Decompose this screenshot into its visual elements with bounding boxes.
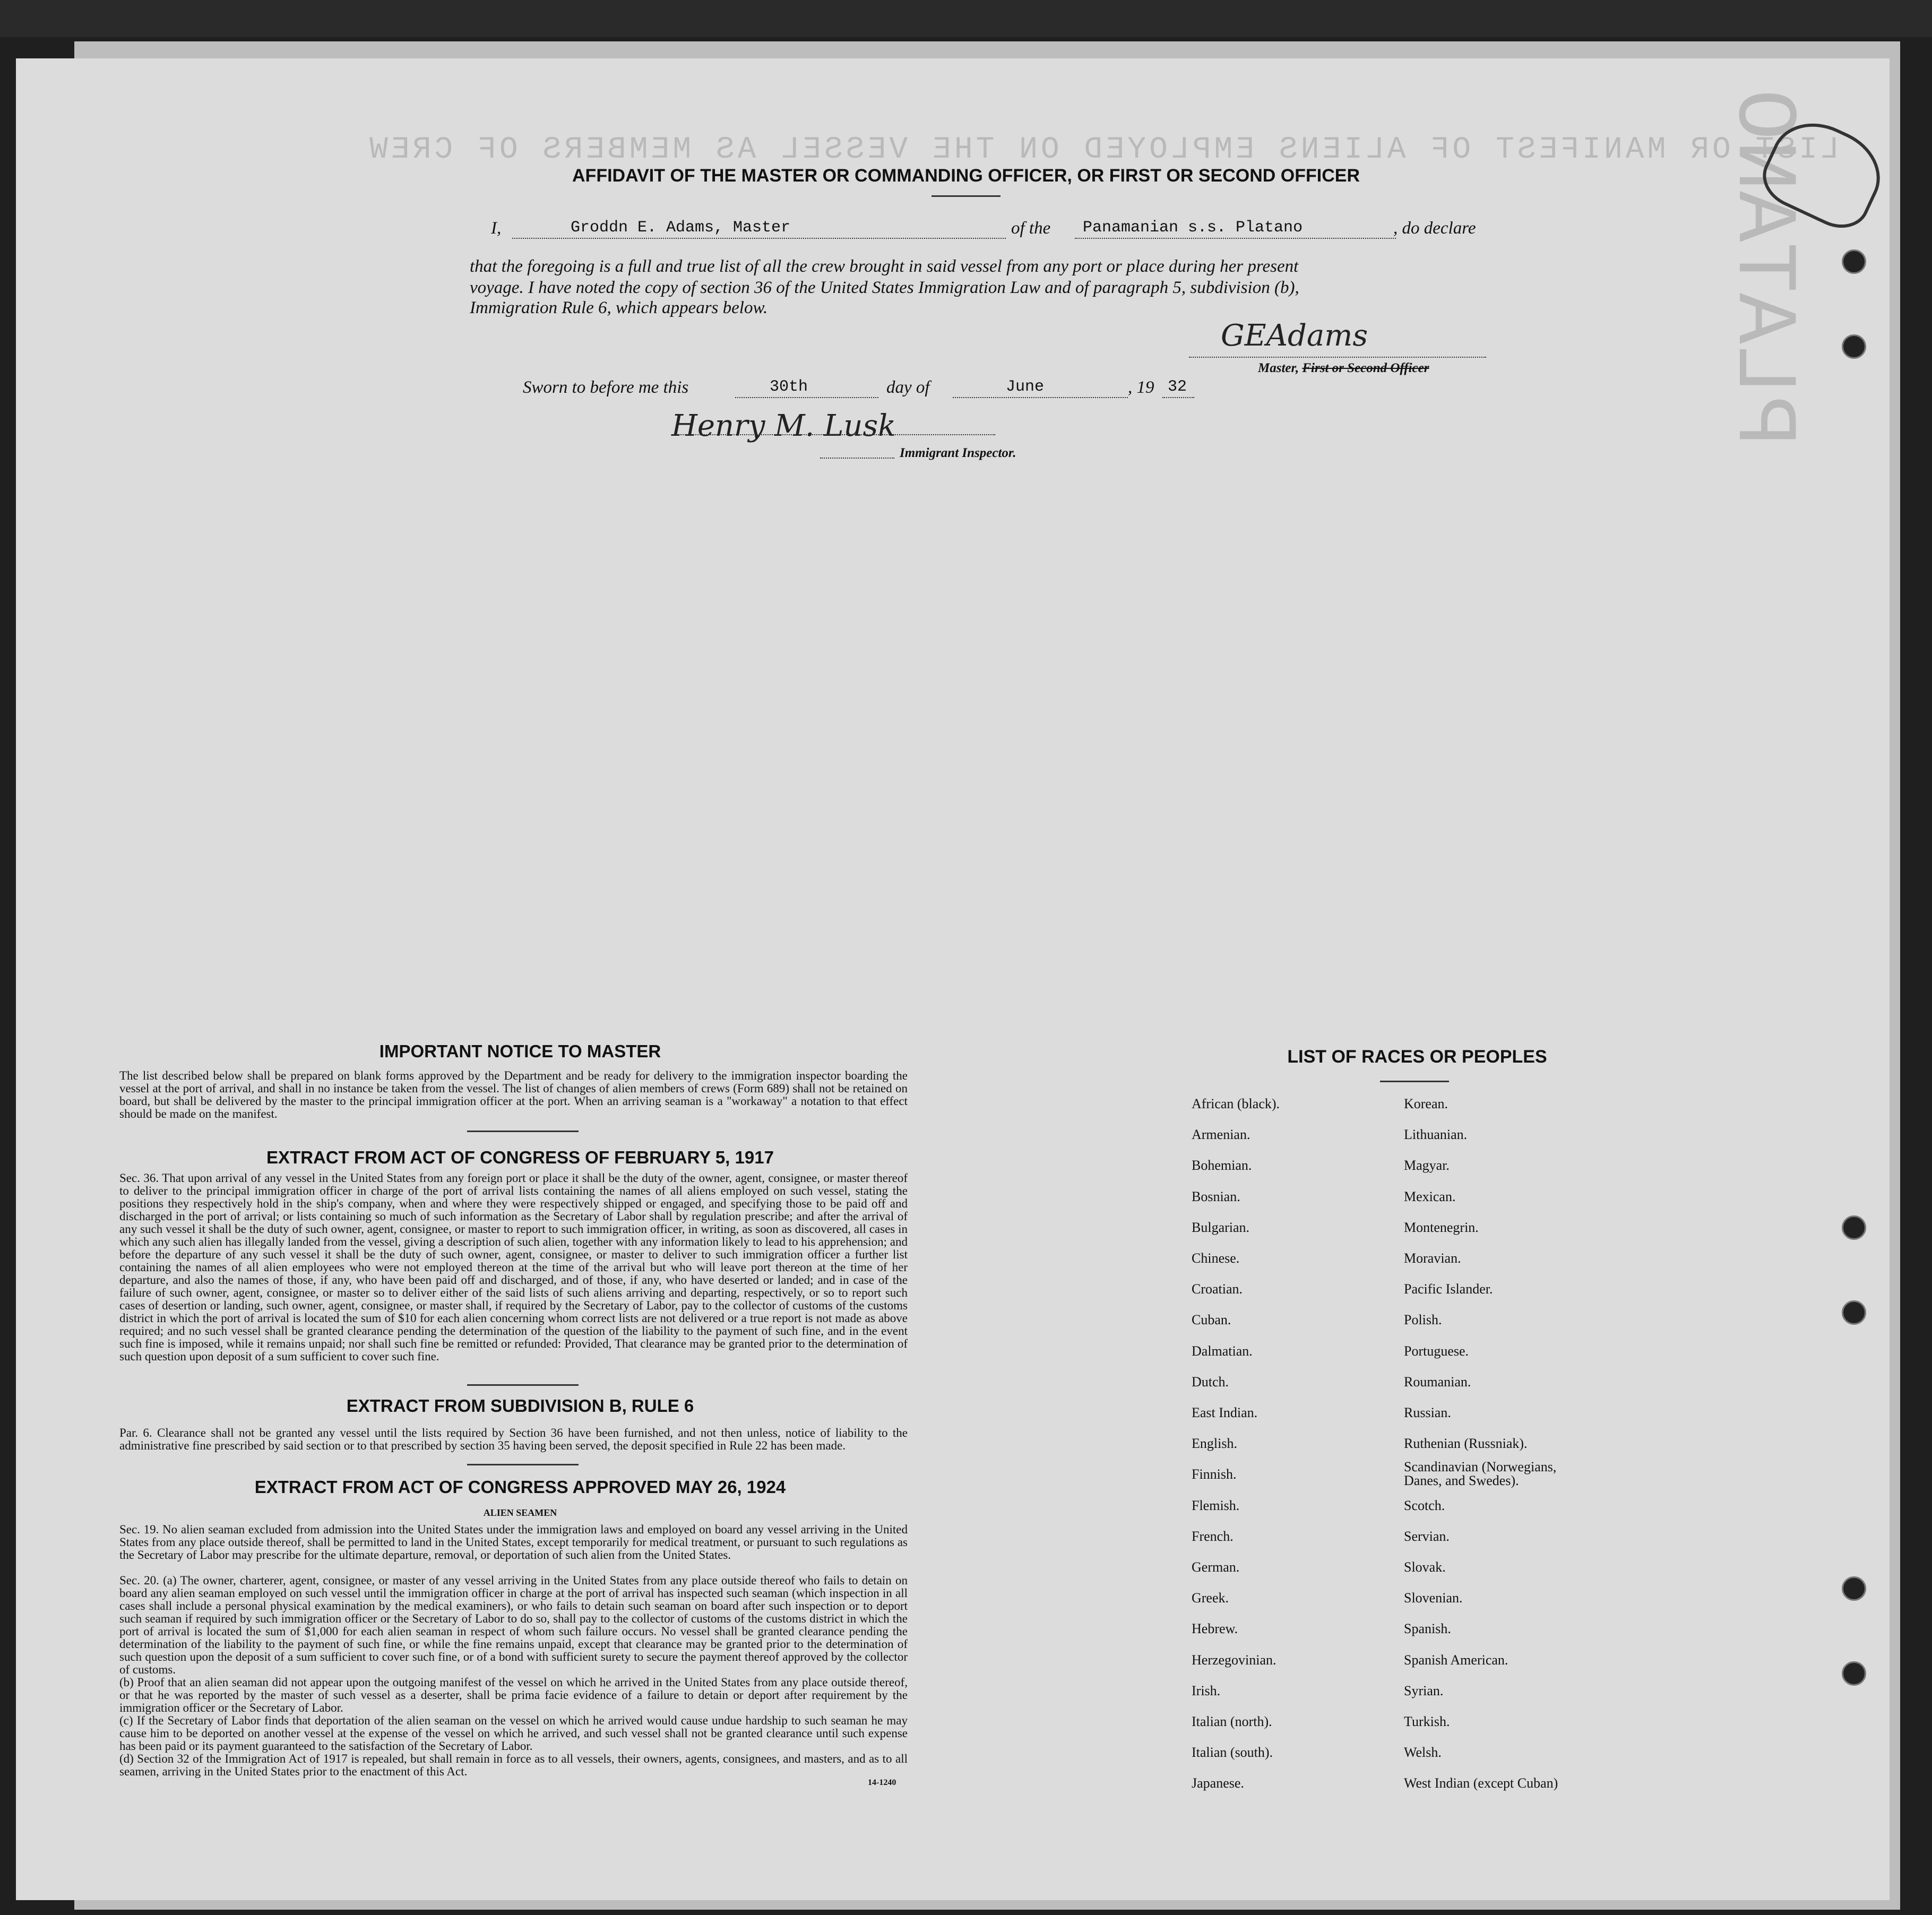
sworn-day-label: day of xyxy=(886,378,930,397)
race-item: Irish. xyxy=(1192,1683,1221,1698)
master-caption: Master, First or Second Officer xyxy=(1258,361,1429,375)
race-item: Slovak. xyxy=(1404,1559,1446,1575)
sworn-prefix: Sworn to before me this xyxy=(523,378,689,397)
extract-1917-heading: EXTRACT FROM ACT OF CONGRESS OF FEBRUARY 5, 1917 xyxy=(266,1148,774,1167)
race-item: Herzegovinian. xyxy=(1192,1652,1276,1668)
punch-hole xyxy=(1842,1576,1866,1601)
punch-hole xyxy=(1842,1661,1866,1686)
declaration-line: that the foregoing is a full and true list of all the crew brought in said vessel from any port or place during her present xyxy=(470,257,1299,276)
race-item: Spanish American. xyxy=(1404,1652,1508,1668)
race-item: Cuban. xyxy=(1192,1312,1231,1328)
divider xyxy=(467,1384,579,1386)
race-item: Welsh. xyxy=(1404,1745,1442,1761)
races-heading: LIST OF RACES OR PEOPLES xyxy=(1287,1047,1547,1067)
race-item: Italian (north). xyxy=(1192,1714,1272,1729)
declaration-mid: of the xyxy=(1011,219,1051,238)
punch-hole xyxy=(1842,1215,1866,1240)
race-item: Croatian. xyxy=(1192,1281,1243,1297)
race-item: French. xyxy=(1192,1528,1234,1544)
race-item: Chinese. xyxy=(1192,1250,1240,1266)
punch-hole xyxy=(1842,334,1866,359)
race-item: Montenegrin. xyxy=(1404,1219,1479,1235)
underline xyxy=(1075,238,1396,239)
alien-seamen-subheading: ALIEN SEAMEN xyxy=(483,1507,557,1518)
extract-1924-sec20a: Sec. 20. (a) The owner, charterer, agent, consignee, or master of any vessel arriving in the United States from any place outside thereof who fails to detain on board any alien seaman employed on such vessel until the immigration officer in charge at the port of arrival has inspected such seaman (which inspection in all cases shall include a personal physical examination by the medical examiners), or who fails to detain such seaman on board after such inspection or to deport such seaman if required by such immigration officer or the Secretary of Labor to do so, shall pay to the collector of customs of the customs district in which the port of arrival is located the sum of $1,000 for each alien seaman in respect of whom such failure occurs. No vessel shall be granted clearance pending the determination of the liability to the payment of such fine, or while the fine remains unpaid, except that clearance may be granted prior to the determination of such question upon the deposit of a sum sufficient to cover such fine, or of a bond with sufficient surety to secure the payment thereof approved by the collector of customs. xyxy=(119,1574,908,1676)
sworn-year-prefix: , 19 xyxy=(1128,378,1154,397)
race-item: Japanese. xyxy=(1192,1775,1244,1791)
extract-1924-sec20b: (b) Proof that an alien seaman did not appear upon the outgoing manifest of the vessel on which he arrived in the United States from any place outside thereof, or that he was reported by the master of such vessel as a deserter, shall be prima facie evidence of a failure to detain or deport after requirement by the immigration officer or the Secretary of Labor. xyxy=(119,1676,908,1714)
notice-text: The list described below shall be prepared on blank forms approved by the Department and be ready for delivery to the immigration inspector boarding the vessel at the port of arrival, and shall in no instance be taken from the vessel. The list of changes of alien members of crews (Form 689) shall not be retained on board, but shall be delivered by the master to the principal immigration officer at the port. When an arriving seaman is a "workaway" a notation to that effect should be made on the manifest. xyxy=(119,1069,908,1120)
divider xyxy=(467,1131,579,1132)
race-item: Dalmatian. xyxy=(1192,1343,1253,1359)
race-item: Italian (south). xyxy=(1192,1745,1273,1761)
race-item: Lithuanian. xyxy=(1404,1127,1468,1143)
extract-1917-text: Sec. 36. That upon arrival of any vessel in the United States from any foreign port or place it shall be the duty of the owner, agent, consignee, or master thereof to deliver to the principal immigration officer in charge of the port of arrival lists containing the names of all aliens employed on such vessel, stating the positions they respectively hold in the ship's company, when and where they were respectively shipped or engaged, and specifying those to be paid off and discharged in the port of arrival; or lists containing so much of such information as the Secretary of Labor shall by regulation prescribe; and after the arrival of any such vessel it shall be the duty of such owner, agent, consignee, or master to report to such immigration officer, in writing, as soon as discovered, all cases in which any such alien has illegally landed from the vessel, giving a description of such alien, together with any information likely to lead to his apprehension; and before the departure of any such vessel it shall be the duty of such owner, agent, consignee, or master to deliver to such immigration officer a further list containing the names of all alien employees who were not employed thereon at the time of the arrival but who will leave port thereon at the time of her departure, and also the names of those, if any, who have been paid off and discharged, and of those, if any, who have deserted or landed; and in case of the failure of such owner, agent, consignee, or master so to deliver either of the said lists of such aliens arriving and departing, respectively, or so to report such cases of desertion or landing, such owner, agent, consignee, or master shall, if required by the Secretary of Labor, pay to the collector of customs of the customs district in which the port of arrival is located the sum of $10 for each alien concerning whom correct lists are not delivered or a true report is not made as above required; and no such vessel shall be granted clearance pending the determination of the question of the liability to the payment of such fine, and in the event such fine is imposed, while it remains unpaid; nor shall such fine be remitted or refunded: Provided, That clearance may be granted prior to the determination of such question upon deposit of a sum sufficient to cover such fine. xyxy=(119,1171,908,1363)
race-item: Flemish. xyxy=(1192,1497,1240,1513)
race-item: Moravian. xyxy=(1404,1250,1461,1266)
underline xyxy=(1189,357,1486,358)
race-item: West Indian (except Cuban) xyxy=(1404,1775,1558,1791)
sworn-year: 32 xyxy=(1168,378,1187,396)
race-item: Ruthenian (Russniak). xyxy=(1404,1436,1528,1452)
race-item: Bulgarian. xyxy=(1192,1219,1250,1235)
underline xyxy=(953,397,1128,398)
divider xyxy=(932,195,1000,197)
race-item: Dutch. xyxy=(1192,1374,1229,1390)
sworn-month: June xyxy=(1006,378,1045,396)
race-item: Scandinavian (Norwegians, Danes, and Swedes). xyxy=(1404,1459,1557,1489)
rule6-heading: EXTRACT FROM SUBDIVISION B, RULE 6 xyxy=(346,1396,694,1416)
race-item: Hebrew. xyxy=(1192,1621,1238,1637)
race-item: Scotch. xyxy=(1404,1497,1445,1513)
underline xyxy=(735,397,878,398)
underline xyxy=(677,434,995,435)
declaration-prefix: I, xyxy=(491,219,502,238)
race-item: Armenian. xyxy=(1192,1127,1250,1143)
race-item: Portuguese. xyxy=(1404,1343,1469,1359)
underline xyxy=(1162,397,1194,398)
scanner-frame xyxy=(0,0,1932,37)
race-item: Mexican. xyxy=(1404,1188,1456,1204)
extract-1924-heading: EXTRACT FROM ACT OF CONGRESS APPROVED MAY 26, 1924 xyxy=(254,1477,786,1497)
extract-1924-sec20d: (d) Section 32 of the Immigration Act of 1917 is repealed, but shall remain in force as to all vessels, their owners, agents, consignees, and masters, and as to all seamen, arriving in the United States prior to the enactment of this Act. xyxy=(119,1752,908,1778)
rule6-text: Par. 6. Clearance shall not be granted any vessel until the lists required by Section 36 have been furnished, and not then unless, notice of liability to the administrative fine prescribed by said section or to that prescribed by section 35 having been served, the deposit specified in Rule 22 has been made. xyxy=(119,1426,908,1452)
declaration-line: voyage. I have noted the copy of section 36 of the United States Immigration Law and of paragraph 5, subdivision (b), xyxy=(470,278,1299,297)
affidavit-heading: AFFIDAVIT OF THE MASTER OR COMMANDING OFFICER, OR FIRST OR SECOND OFFICER xyxy=(572,166,1360,186)
race-item: Korean. xyxy=(1404,1096,1448,1111)
underline xyxy=(512,238,1006,239)
race-item: English. xyxy=(1192,1436,1237,1452)
race-item: Bohemian. xyxy=(1192,1158,1252,1174)
inspector-signature: Henry M. Lusk xyxy=(671,409,896,443)
race-item: African (black). xyxy=(1192,1096,1280,1111)
master-signature: GEAdams xyxy=(1221,318,1368,353)
race-item: Turkish. xyxy=(1404,1714,1450,1729)
race-item: Slovenian. xyxy=(1404,1590,1463,1606)
sworn-day: 30th xyxy=(770,378,808,396)
vessel-field: Panamanian s.s. Platano xyxy=(1083,219,1303,237)
race-item: German. xyxy=(1192,1559,1240,1575)
extract-1924-sec20c: (c) If the Secretary of Labor finds that deportation of the alien seaman on the vessel on which he arrived would cause undue hardship to such seaman he may cause him to be deported on another vessel at the expense of the vessel on which he arrived, and such vessel shall not be granted clearance until such expense has been paid or its payment guaranteed to the satisfaction of the Secretary of Labor. xyxy=(119,1714,908,1753)
race-item: Greek. xyxy=(1192,1590,1229,1606)
extract-1924-sec19: Sec. 19. No alien seaman excluded from admission into the United States under the immigration laws and employed on board any vessel arriving in the United States from any place outside thereof, shall be permitted to land in the United States, except temporarily for medical treatment, or pursuant to such regulations as the Secretary of Labor may prescribe for the ultimate departure, removal, or deportation of such alien from the United States. xyxy=(119,1523,908,1562)
race-item: Roumanian. xyxy=(1404,1374,1471,1390)
declaration-suffix: , do declare xyxy=(1393,219,1476,238)
master-name-field: Groddn E. Adams, Master xyxy=(571,219,791,237)
divider xyxy=(1380,1081,1449,1082)
race-item: Syrian. xyxy=(1404,1683,1444,1698)
race-item: Servian. xyxy=(1404,1528,1450,1544)
race-item: Finnish. xyxy=(1192,1467,1237,1482)
declaration-line: Immigration Rule 6, which appears below. xyxy=(470,298,768,317)
race-item: Bosnian. xyxy=(1192,1188,1240,1204)
struck-officer-title: First or Second Officer xyxy=(1302,361,1429,375)
inspector-caption: Immigrant Inspector. xyxy=(900,446,1016,460)
race-item: Spanish. xyxy=(1404,1621,1451,1637)
race-item: Magyar. xyxy=(1404,1158,1450,1174)
notice-heading: IMPORTANT NOTICE TO MASTER xyxy=(379,1041,661,1061)
form-number: 14-1240 xyxy=(868,1778,896,1787)
punch-hole xyxy=(1842,249,1866,274)
race-item: Pacific Islander. xyxy=(1404,1281,1493,1297)
bleed-through-title: LIST OR MANIFEST OF ALIENS EMPLOYED ON THE VESSEL AS MEMBERS OF CREW xyxy=(366,133,1839,167)
bleed-through-vessel-name: PLATANO xyxy=(1714,89,1810,446)
underline xyxy=(820,458,894,459)
race-item: East Indian. xyxy=(1192,1405,1258,1420)
punch-hole xyxy=(1842,1300,1866,1325)
race-item: Russian. xyxy=(1404,1405,1451,1420)
divider xyxy=(467,1464,579,1465)
race-item: Polish. xyxy=(1404,1312,1442,1328)
